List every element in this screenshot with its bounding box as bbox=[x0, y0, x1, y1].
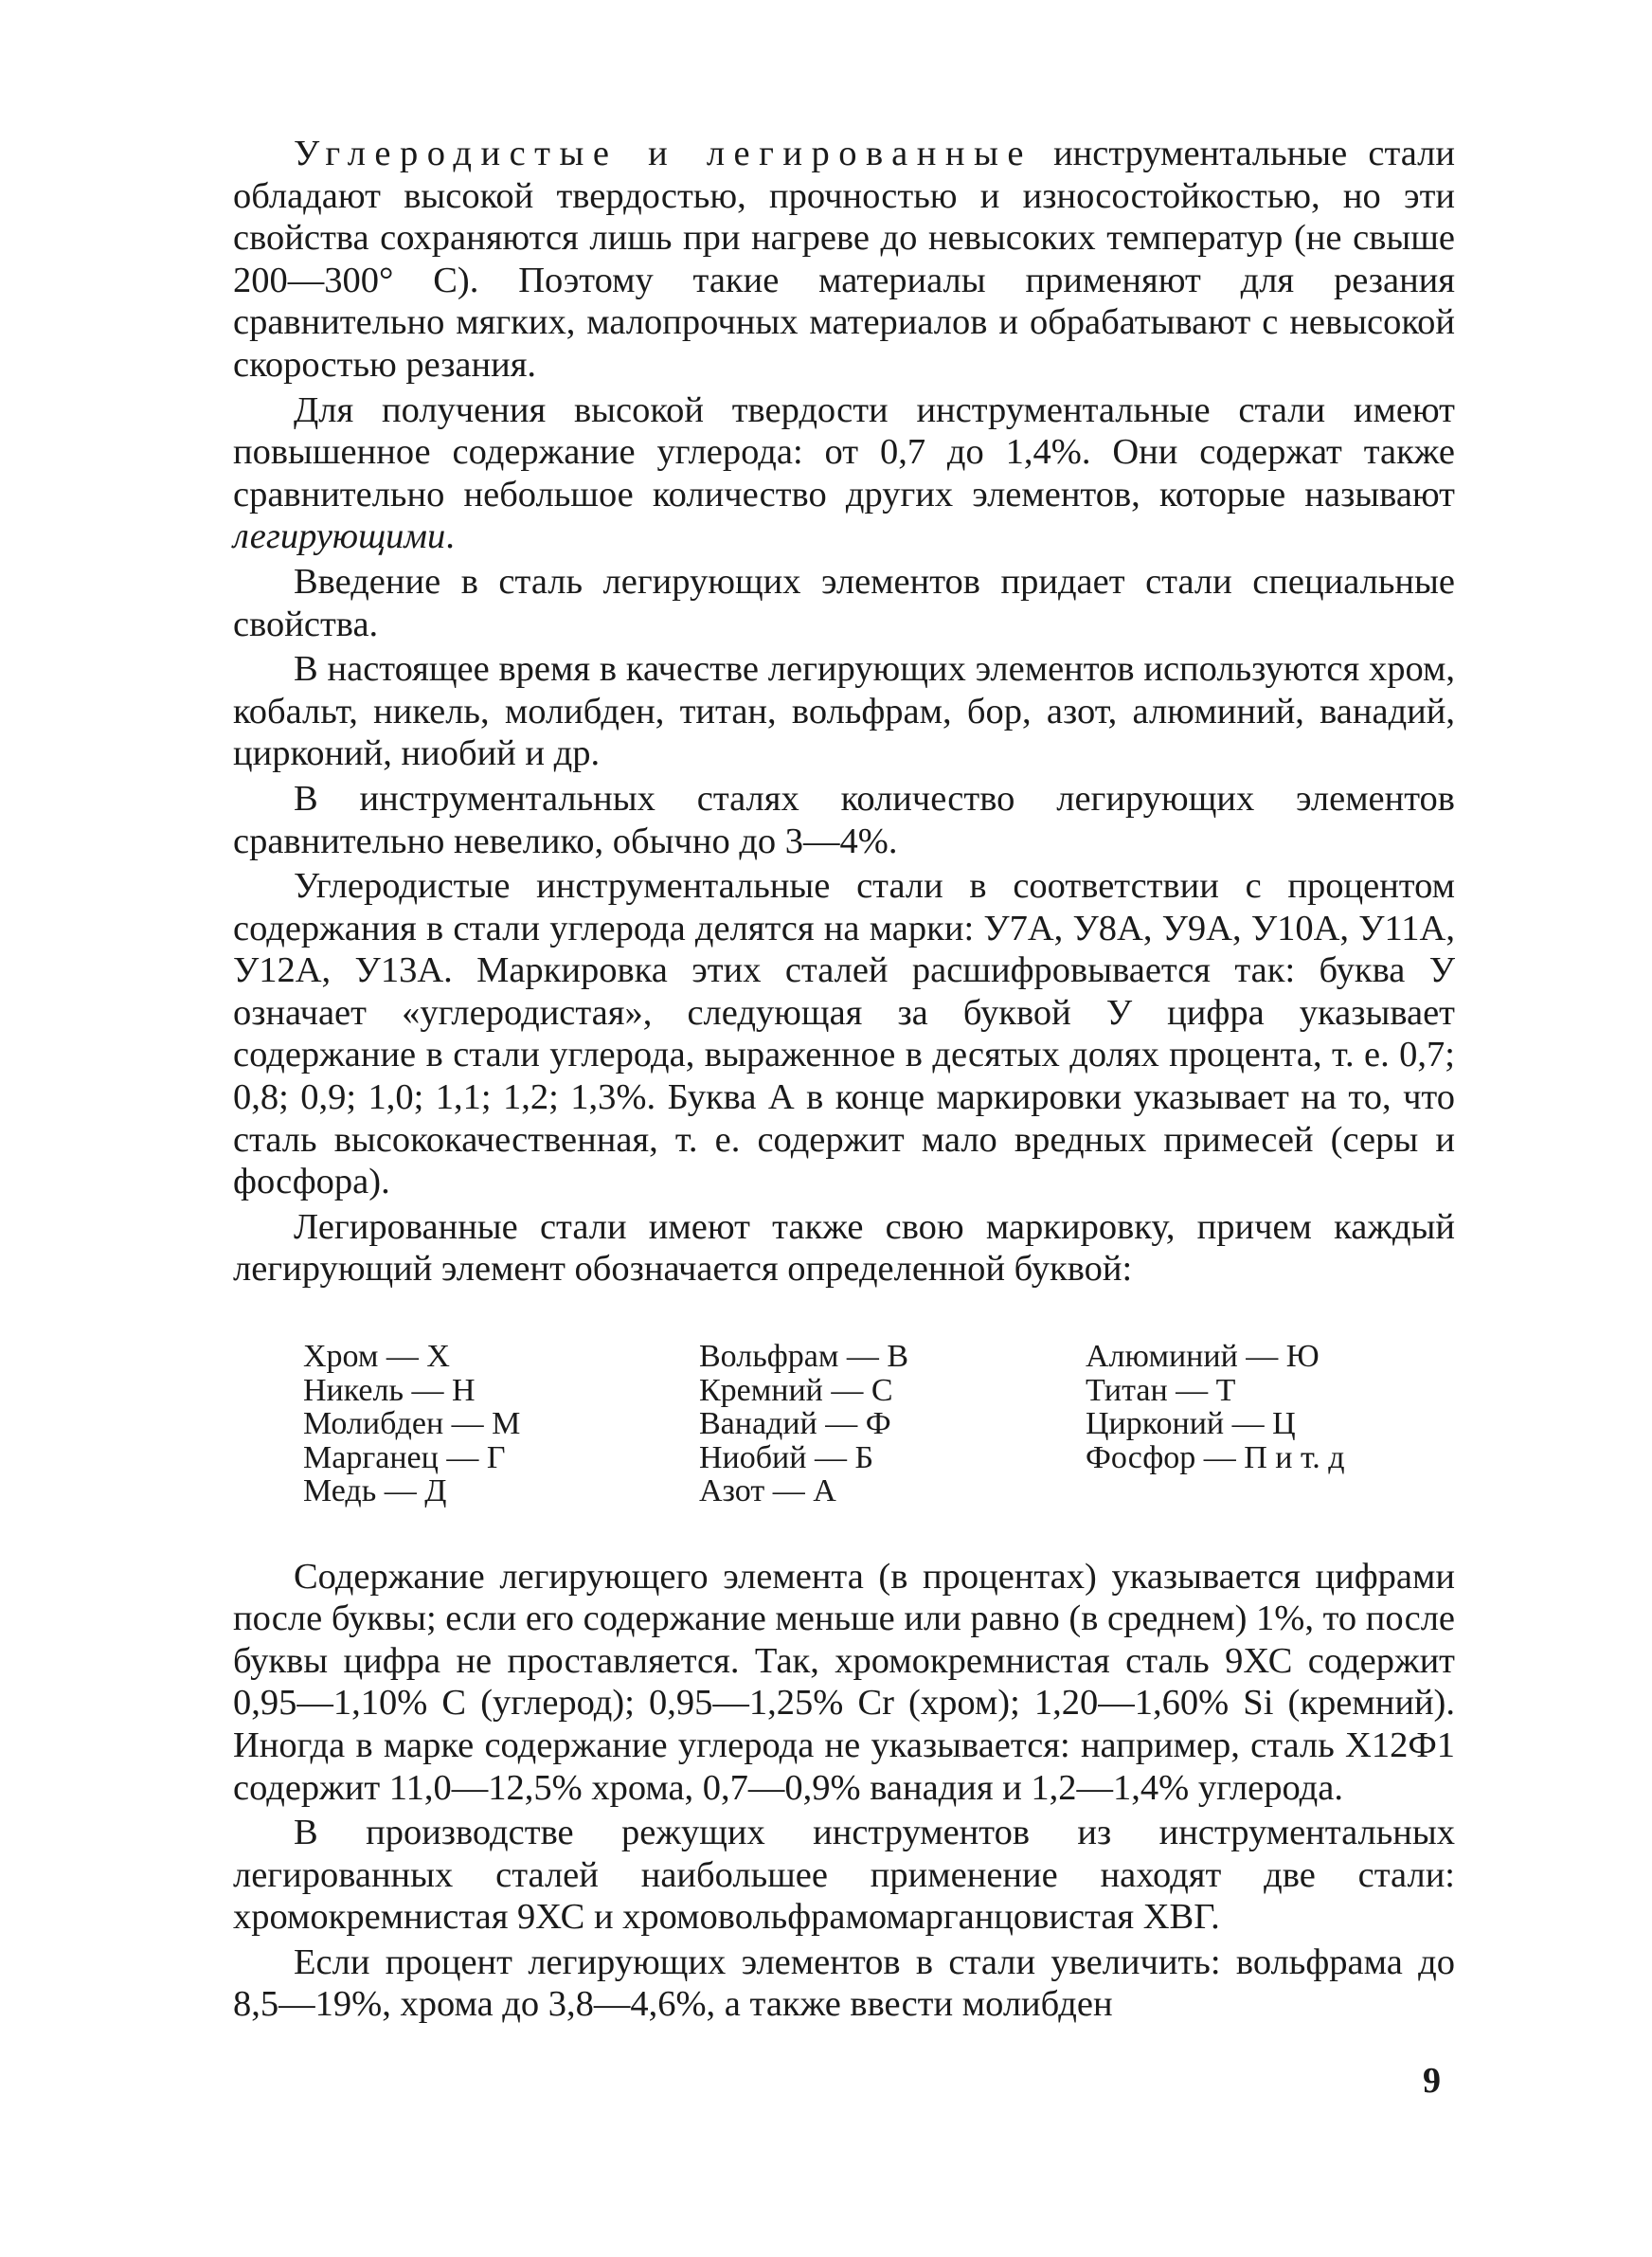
paragraph-1-spaced-term: Углеродистые и легированные bbox=[294, 134, 1032, 173]
paragraph-1-text: инструментальные стали обладают высокой твердостью, прочностью и износостойкостью, но эти свойства сохраняются лишь при нагреве до невысоких температур (не свыше 200—300° С). Поэтому такие материалы применяют для резания сравнительно мягких, малопрочных материалов и обрабатывают с невысокой скоростью резания. bbox=[233, 134, 1455, 385]
legend-item: Алюминий — Ю bbox=[1086, 1339, 1320, 1375]
legend-item: Ванадий — Ф bbox=[699, 1406, 891, 1442]
paragraph-7: Легированные стали имеют также свою маркировку, причем каждый легирующий элемент обозначается определенной буквой: bbox=[233, 1206, 1455, 1290]
paragraph-5: В инструментальных сталях количество легирующих элементов сравнительно невелико, обычно до 3—4%. bbox=[233, 778, 1455, 861]
paragraph-1 bbox=[233, 133, 1455, 387]
legend-item: Молибден — М bbox=[303, 1406, 521, 1442]
page-body bbox=[233, 133, 1455, 2029]
paragraph-8: Содержание легирующего элемента (в процентах) указывается цифрами после буквы; если его содержание меньше или равно (в среднем) 1%, то после буквы цифра не проставляется. Так, хромокремнистая сталь 9ХС содержит 0,95—1,10% С (углерод); 0,95—1,25% Cr (хром); 1,20—1,60% Si (кремний). Иногда в марке содержание углерода не указывается: например, сталь Х12Ф1 содержит 11,0—12,5% хрома, 0,7—0,9% ванадия и 1,2—1,4% углерода. bbox=[233, 1556, 1456, 1808]
paragraph-2 bbox=[233, 389, 1455, 558]
page-number: 9 bbox=[1423, 2061, 1441, 2101]
legend-item: Никель — Н bbox=[303, 1372, 476, 1408]
legend-item: Фосфор — П и т. д bbox=[1086, 1439, 1345, 1475]
legend-column-2 bbox=[699, 1340, 1086, 1508]
paragraph-2-text: Для получения высокой твердости инструментальные стали имеют повышенное содержание углерода: от 0,7 до 1,4%. Они содержат также сравнительно небольшое количество других элементов, которые называют bbox=[233, 389, 1455, 515]
legend-column-3 bbox=[1086, 1340, 1408, 1508]
paragraph-9: В производстве режущих инструментов из инструментальных легированных сталей наибольшее применение находят две стали: хромокремнистая 9ХС и хромовольфрамомарганцовистая ХВГ. bbox=[233, 1813, 1455, 1938]
legend-item: Хром — Х bbox=[303, 1339, 450, 1375]
paragraph-6: Углеродистые инструментальные стали в соответствии с процентом содержания в стали углерода делятся на марки: У7А, У8А, У9А, У10А, У11А, У12А, У13А. Маркировка этих сталей расшифровывается так: буква У означает «углеродистая», следующая за буквой У цифра указывает содержание в стали углерода, выраженное в десятых долях процента, т. е. 0,7; 0,8; 0,9; 1,0; 1,1; 1,2; 1,3%. Буква А в конце маркировки указывает на то, что сталь высококачественная, т. е. содержит мало вредных примесей (серы и фосфора). bbox=[233, 866, 1455, 1202]
paragraph-10: Если процент легирующих элементов в стали увеличить: вольфрама до 8,5—19%, хрома до 3,8—4,6%, а также ввести молибден bbox=[233, 1941, 1455, 2025]
legend-item: Цирконий — Ц bbox=[1086, 1406, 1296, 1442]
element-letter-legend bbox=[303, 1340, 1455, 1508]
paragraph-3: Введение в сталь легирующих элементов придает стали специальные свойства. bbox=[233, 561, 1455, 644]
legend-item: Титан — Т bbox=[1086, 1372, 1236, 1408]
legend-item: Ниобий — Б bbox=[699, 1439, 873, 1475]
legend-item: Медь — Д bbox=[303, 1473, 447, 1509]
paragraph-2-end: . bbox=[445, 516, 455, 557]
legend-item: Кремний — С bbox=[699, 1372, 893, 1408]
paragraph-2-italic-term: легирующими bbox=[233, 516, 446, 557]
paragraph-4: В настоящее время в качестве легирующих элементов используются хром, кобальт, никель, молибден, титан, вольфрам, бор, азот, алюминий, ванадий, цирконий, ниобий и др. bbox=[233, 649, 1455, 774]
legend-item: Вольфрам — В bbox=[699, 1339, 909, 1375]
legend-item: Марганец — Г bbox=[303, 1439, 506, 1475]
legend-item: Азот — А bbox=[699, 1473, 836, 1509]
legend-column-1 bbox=[303, 1340, 699, 1508]
